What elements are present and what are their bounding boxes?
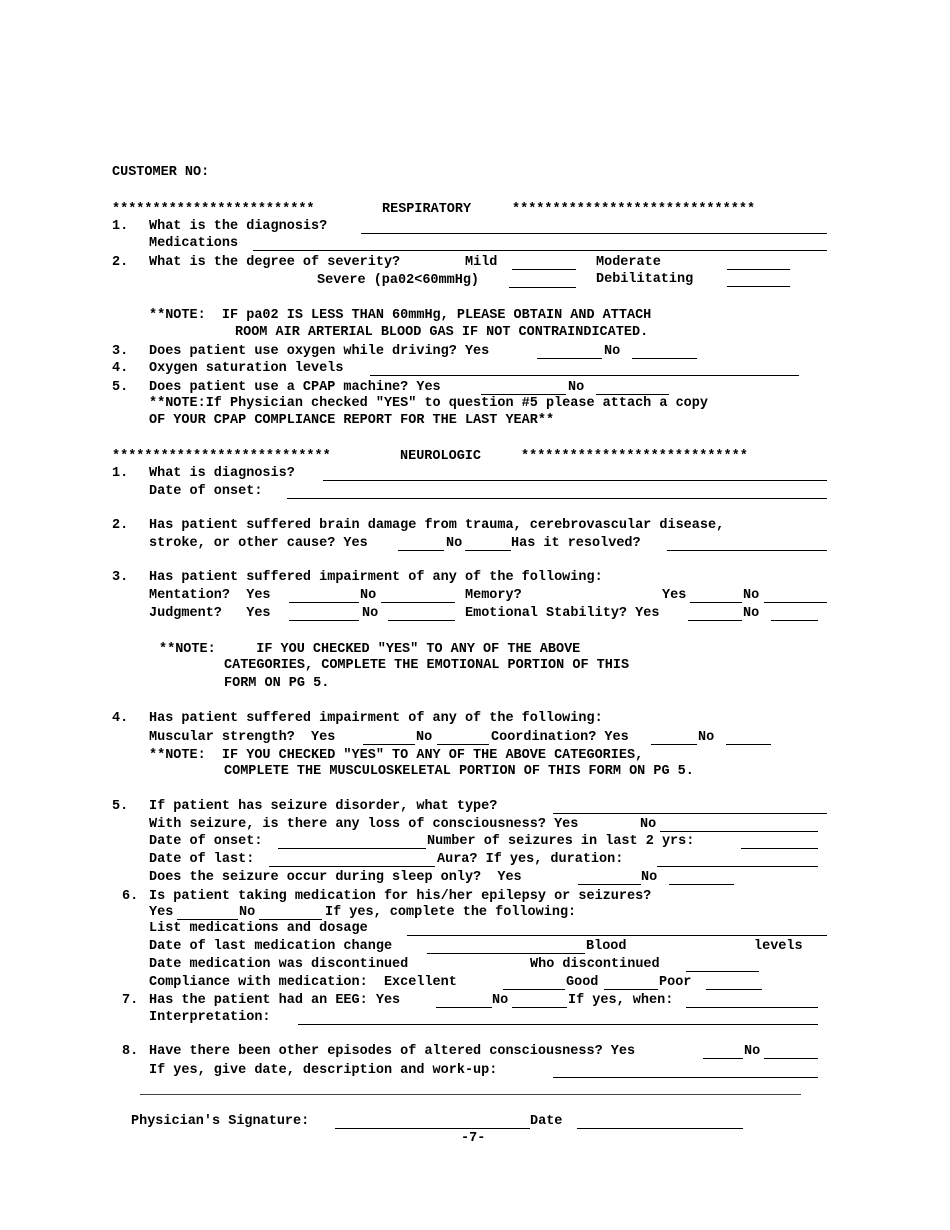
neuro-onset-label: Date of onset:	[149, 484, 263, 499]
resp-q4-number: 4.	[112, 361, 129, 376]
levels-label: levels	[754, 939, 803, 954]
neurologic-heading: NEUROLOGIC	[400, 449, 482, 464]
neuro-q8-number: 8.	[122, 1044, 139, 1059]
aura-label: Aura? If yes, duration:	[437, 852, 624, 867]
severity-debilitating-field[interactable]	[727, 286, 790, 287]
pa02-note-line2: ROOM AIR ARTERIAL BLOOD GAS IF NOT CONTRAINDICATED.	[235, 325, 649, 340]
cpap-no-field[interactable]	[596, 394, 669, 395]
date-last-field[interactable]	[269, 866, 435, 867]
altered-consciousness-detail-label: If yes, give date, description and work-up:	[149, 1063, 498, 1078]
severity-severe-field[interactable]	[509, 287, 576, 288]
severity-mild-label: Mild	[465, 255, 498, 270]
emotional-note-line3: FORM ON PG 5.	[224, 676, 330, 691]
memory-no-field[interactable]	[764, 602, 827, 603]
neuro-stars-right: ****************************	[521, 449, 748, 464]
compliance-good-field[interactable]	[604, 989, 658, 990]
interpretation-field[interactable]	[298, 1024, 818, 1025]
severity-mild-field[interactable]	[512, 269, 576, 270]
sleep-no-label: No	[641, 870, 658, 885]
judgment-label: Judgment? Yes	[149, 606, 271, 621]
resp-q4-label: Oxygen saturation levels	[149, 361, 344, 376]
musculoskeletal-note-line2: COMPLETE THE MUSCULOSKELETAL PORTION OF THIS FORM ON PG 5.	[224, 764, 694, 779]
respiratory-stars-left: *************************	[112, 202, 315, 217]
altered-consciousness-no-field[interactable]	[764, 1058, 818, 1059]
mentation-yes-field[interactable]	[289, 602, 359, 603]
compliance-label: Compliance with medication: Excellent	[149, 975, 457, 990]
resp-medications-field[interactable]	[253, 250, 827, 251]
neuro-q2-line1: Has patient suffered brain damage from trauma, cerebrovascular disease,	[149, 518, 725, 533]
resp-q3-label: Does patient use oxygen while driving? Yes	[149, 344, 490, 359]
brain-damage-no-label: No	[446, 536, 463, 551]
compliance-excellent-field[interactable]	[503, 989, 565, 990]
severity-debilitating-label: Debilitating	[596, 272, 694, 287]
brain-damage-yes-field[interactable]	[398, 550, 444, 551]
oxygen-saturation-field[interactable]	[370, 375, 799, 376]
oxygen-driving-no-label: No	[604, 344, 621, 359]
cpap-yes-field[interactable]	[481, 394, 566, 395]
neuro-q2-line2: stroke, or other cause? Yes	[149, 536, 368, 551]
physician-signature-field[interactable]	[335, 1128, 530, 1129]
medication-yes-label: Yes	[149, 905, 174, 920]
resp-diagnosis-field[interactable]	[361, 233, 827, 234]
neuro-q4-label: Has patient suffered impairment of any of the following:	[149, 711, 603, 726]
footer-divider	[140, 1094, 801, 1095]
resp-q5-number: 5.	[112, 380, 129, 395]
severity-moderate-field[interactable]	[727, 269, 790, 270]
neuro-stars-left: ***************************	[112, 449, 331, 464]
neuro-diagnosis-field[interactable]	[323, 480, 827, 481]
page-number: -7-	[461, 1131, 486, 1146]
last-change-label: Date of last medication change	[149, 939, 393, 954]
medication-no-label: No	[239, 905, 256, 920]
medication-no-field[interactable]	[259, 919, 322, 920]
medication-yes-field[interactable]	[177, 919, 238, 920]
compliance-poor-field[interactable]	[706, 989, 762, 990]
physician-signature-label: Physician's Signature:	[131, 1114, 310, 1129]
emotional-note-line2: CATEGORIES, COMPLETE THE EMOTIONAL PORTION OF THIS	[224, 658, 630, 673]
muscular-strength-label: Muscular strength? Yes	[149, 730, 336, 745]
neuro-q1-label: What is diagnosis?	[149, 466, 295, 481]
aura-duration-field[interactable]	[657, 866, 818, 867]
severity-moderate-label: Moderate	[596, 255, 661, 270]
coordination-no-field[interactable]	[726, 744, 771, 745]
eeg-when-label: If yes, when:	[568, 993, 674, 1008]
severity-severe-label: Severe (pa02<60mmHg)	[317, 273, 480, 288]
judgment-no-label: No	[362, 606, 379, 621]
neuro-onset-field[interactable]	[287, 498, 827, 499]
signature-date-field[interactable]	[577, 1128, 743, 1129]
cpap-note-line1: **NOTE:If Physician checked "YES" to question #5 please attach a copy	[149, 396, 708, 411]
coordination-no-label: No	[698, 730, 715, 745]
brain-damage-no-field[interactable]	[465, 550, 511, 551]
consciousness-loss-label: With seizure, is there any loss of consciousness? Yes	[149, 817, 579, 832]
list-medications-label: List medications and dosage	[149, 921, 368, 936]
compliance-poor-label: Poor	[659, 975, 692, 990]
resp-q5-label: Does patient use a CPAP machine? Yes	[149, 380, 441, 395]
consciousness-field[interactable]	[660, 831, 818, 832]
emotional-note-line1: **NOTE: IF YOU CHECKED "YES" TO ANY OF THE ABOVE	[159, 642, 581, 657]
eeg-when-field[interactable]	[686, 1007, 818, 1008]
who-discontinued-field[interactable]	[686, 971, 759, 972]
resp-q3-number: 3.	[112, 344, 129, 359]
emotional-stability-label: Emotional Stability? Yes	[465, 606, 660, 621]
neuro-q5-label: If patient has seizure disorder, what type?	[149, 799, 498, 814]
judgment-no-field[interactable]	[388, 620, 455, 621]
sleep-seizure-label: Does the seizure occur during sleep only? Yes	[149, 870, 522, 885]
sleep-yes-field[interactable]	[578, 884, 641, 885]
seizure-onset-label: Date of onset:	[149, 834, 263, 849]
oxygen-driving-no-field[interactable]	[632, 358, 697, 359]
neuro-q6-number: 6.	[122, 889, 139, 904]
respiratory-heading: RESPIRATORY	[382, 202, 472, 217]
memory-yes-field[interactable]	[690, 602, 742, 603]
signature-date-label: Date	[530, 1114, 563, 1129]
oxygen-driving-yes-field[interactable]	[537, 358, 602, 359]
neuro-q3-label: Has patient suffered impairment of any of the following:	[149, 570, 603, 585]
discontinued-label: Date medication was discontinued	[149, 957, 409, 972]
mentation-no-field[interactable]	[381, 602, 455, 603]
memory-no-label: No	[743, 588, 760, 603]
emotional-no-field[interactable]	[771, 620, 818, 621]
eeg-no-label: No	[492, 993, 509, 1008]
resolved-label: Has it resolved?	[511, 536, 641, 551]
blood-label: Blood	[586, 939, 627, 954]
emotional-no-label: No	[743, 606, 760, 621]
resp-q2-number: 2.	[112, 255, 129, 270]
neuro-q8-label: Have there been other episodes of altered consciousness? Yes	[149, 1044, 636, 1059]
memory-yes-label: Yes	[662, 588, 687, 603]
resolved-field[interactable]	[667, 550, 827, 551]
cpap-no-label: No	[568, 380, 585, 395]
neuro-q4-number: 4.	[112, 711, 129, 726]
mentation-label: Mentation? Yes	[149, 588, 271, 603]
muscular-no-field[interactable]	[437, 744, 489, 745]
list-medications-field[interactable]	[407, 935, 827, 936]
cpap-note-line2: OF YOUR CPAP COMPLIANCE REPORT FOR THE LAST YEAR**	[149, 413, 555, 428]
coordination-label: Coordination? Yes	[491, 730, 629, 745]
altered-consciousness-yes-field[interactable]	[703, 1058, 743, 1059]
respiratory-stars-right: ******************************	[512, 202, 756, 217]
neuro-q7-label: Has the patient had an EEG: Yes	[149, 993, 401, 1008]
consciousness-no-label: No	[640, 817, 657, 832]
seizure-onset-field[interactable]	[278, 848, 426, 849]
resp-q1-number: 1.	[112, 219, 129, 234]
muscular-yes-field[interactable]	[363, 744, 415, 745]
muscular-no-label: No	[416, 730, 433, 745]
seizure-type-field[interactable]	[553, 813, 827, 814]
altered-consciousness-detail-field[interactable]	[553, 1077, 818, 1078]
num-seizures-label: Number of seizures in last 2 yrs:	[427, 834, 695, 849]
resp-medications-label: Medications	[149, 236, 239, 251]
memory-label: Memory?	[465, 588, 522, 603]
interpretation-label: Interpretation:	[149, 1010, 271, 1025]
neuro-q3-number: 3.	[112, 570, 129, 585]
emotional-yes-field[interactable]	[688, 620, 742, 621]
eeg-yes-field[interactable]	[436, 1007, 492, 1008]
compliance-good-label: Good	[566, 975, 599, 990]
resp-q2-label: What is the degree of severity?	[149, 255, 401, 270]
num-seizures-field[interactable]	[741, 848, 818, 849]
mentation-no-label: No	[360, 588, 377, 603]
judgment-yes-field[interactable]	[289, 620, 359, 621]
medication-ifyes-label: If yes, complete the following:	[325, 905, 577, 920]
pa02-note-line1: **NOTE: IF pa02 IS LESS THAN 60mmHg, PLEASE OBTAIN AND ATTACH	[149, 308, 652, 323]
neuro-q6-label: Is patient taking medication for his/her epilepsy or seizures?	[149, 889, 652, 904]
sleep-no-field[interactable]	[669, 884, 734, 885]
musculoskeletal-note-line1: **NOTE: IF YOU CHECKED "YES" TO ANY OF THE ABOVE CATEGORIES,	[149, 748, 644, 763]
customer-no-label: CUSTOMER NO:	[112, 165, 210, 180]
neuro-q7-number: 7.	[122, 993, 139, 1008]
neuro-q1-number: 1.	[112, 466, 129, 481]
eeg-no-field[interactable]	[512, 1007, 567, 1008]
resp-q1-label: What is the diagnosis?	[149, 219, 328, 234]
date-last-label: Date of last:	[149, 852, 255, 867]
neuro-q2-number: 2.	[112, 518, 129, 533]
neuro-q5-number: 5.	[112, 799, 129, 814]
who-discontinued-label: Who discontinued	[530, 957, 660, 972]
coordination-yes-field[interactable]	[651, 744, 697, 745]
altered-consciousness-no-label: No	[744, 1044, 761, 1059]
last-change-field[interactable]	[427, 953, 585, 954]
